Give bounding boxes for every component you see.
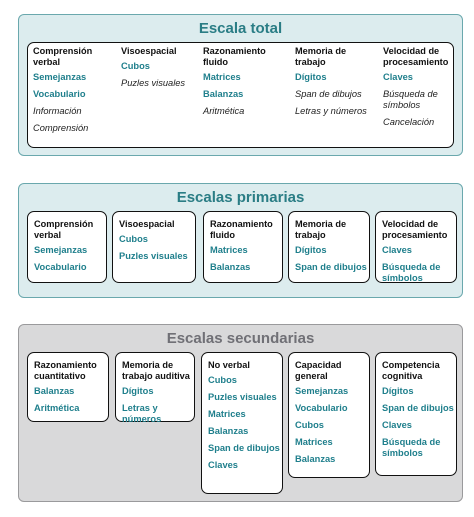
subtest-item: Claves	[382, 245, 412, 255]
scale-card	[27, 211, 107, 283]
subtest-item: Información	[33, 106, 82, 116]
subtest-item: Dígitos	[122, 386, 154, 396]
scale-column	[33, 46, 117, 140]
subtest-item: Dígitos	[295, 245, 327, 255]
scale-card	[112, 211, 196, 283]
subtest-item: Dígitos	[382, 386, 414, 396]
scale-header: No verbal	[208, 360, 250, 370]
scale-header: Razonamiento fluido	[203, 46, 266, 67]
scale-card	[201, 352, 283, 494]
subtest-item: Aritmética	[203, 106, 245, 116]
subtest-item: Balanzas	[295, 454, 336, 464]
scale-header: Razonamiento cuantitativo	[34, 360, 97, 381]
subtest-item: Balanzas	[210, 262, 251, 272]
subtest-item: Matrices	[210, 245, 248, 255]
scale-column	[121, 46, 199, 95]
scale-card-content	[119, 219, 193, 268]
subtest-item: Cubos	[121, 61, 150, 71]
scale-card	[203, 211, 283, 283]
scale-card-content	[295, 219, 367, 279]
scale-card-content	[208, 360, 280, 477]
scale-card-content	[34, 219, 104, 279]
subtest-item: Dígitos	[295, 72, 327, 82]
scale-header: Comprensión verbal	[33, 46, 93, 67]
scale-header: Memoria de trabajo	[295, 46, 347, 67]
subtest-item: Vocabulario	[33, 89, 86, 99]
panel-title: Escalas secundarias	[166, 330, 315, 347]
subtest-item: Letras y números	[295, 106, 367, 116]
scale-header: Visoespacial	[119, 219, 175, 229]
subtest-item: Matrices	[203, 72, 241, 82]
scale-card-content	[34, 360, 106, 420]
subtest-item: Claves	[383, 72, 413, 82]
scale-column	[383, 46, 463, 134]
subtest-item: Semejanzas	[34, 245, 88, 255]
scale-header: Competencia cognitiva	[382, 360, 440, 381]
subtest-item: Puzles visuales	[121, 78, 186, 88]
scale-header: Memoria de trabajo auditiva	[122, 360, 190, 381]
subtest-item: Balanzas	[203, 89, 244, 99]
scale-card-content	[295, 360, 367, 471]
panel-escalas-primarias	[18, 183, 463, 298]
subtest-item: Puzles visuales	[119, 251, 188, 261]
scale-card	[288, 352, 370, 478]
subtest-item: Semejanzas	[33, 72, 87, 82]
subtest-item: Matrices	[208, 409, 246, 419]
scale-header: Velocidad de procesamiento	[383, 46, 449, 67]
subtest-item: Cubos	[295, 420, 324, 430]
scale-card-content	[382, 360, 454, 465]
panel-escala-total	[18, 14, 463, 156]
subtest-item: Aritmética	[34, 403, 80, 413]
panel-title: Escalas primarias	[176, 189, 305, 206]
subtest-item: Letras y números	[122, 403, 162, 424]
subtest-item: Búsqueda de símbolos	[382, 262, 441, 283]
scale-card	[375, 352, 457, 476]
scale-header: Memoria de trabajo	[295, 219, 347, 240]
subtest-item: Balanzas	[208, 426, 249, 436]
subtest-item: Búsqueda de símbolos	[383, 89, 438, 110]
scale-column	[203, 46, 291, 123]
subtest-item: Span de dibujos	[208, 443, 280, 453]
subtest-item: Balanzas	[34, 386, 75, 396]
scale-card-content	[382, 219, 454, 290]
scale-column	[295, 46, 379, 123]
subtest-item: Claves	[382, 420, 412, 430]
subtest-item: Cubos	[119, 234, 148, 244]
subtest-item: Cancelación	[383, 117, 435, 127]
subtest-item: Vocabulario	[34, 262, 87, 272]
subtest-item: Span de dibujos	[295, 89, 362, 99]
subtest-item: Claves	[208, 460, 238, 470]
subtest-item: Vocabulario	[295, 403, 348, 413]
subtest-item: Span de dibujos	[382, 403, 454, 413]
scale-card-content	[210, 219, 280, 279]
scale-header: Comprensión verbal	[34, 219, 94, 240]
subtest-item: Cubos	[208, 375, 237, 385]
scale-card	[115, 352, 195, 422]
subtest-item: Puzles visuales	[208, 392, 277, 402]
scale-header: Visoespacial	[121, 46, 177, 56]
scale-card	[27, 352, 109, 422]
scale-card	[375, 211, 457, 283]
panel-escalas-secundarias	[18, 324, 463, 502]
panel-title: Escala total	[198, 20, 283, 37]
subtest-item: Matrices	[295, 437, 333, 447]
scale-card	[288, 211, 370, 283]
scale-card-content	[122, 360, 192, 431]
subtest-item: Semejanzas	[295, 386, 349, 396]
scale-header: Razonamiento fluido	[210, 219, 273, 240]
scale-header: Velocidad de procesamiento	[382, 219, 448, 240]
scale-header: Capacidad general	[295, 360, 342, 381]
subtest-item: Comprensión	[33, 123, 89, 133]
subtest-item: Span de dibujos	[295, 262, 367, 272]
subtest-item: Búsqueda de símbolos	[382, 437, 441, 458]
